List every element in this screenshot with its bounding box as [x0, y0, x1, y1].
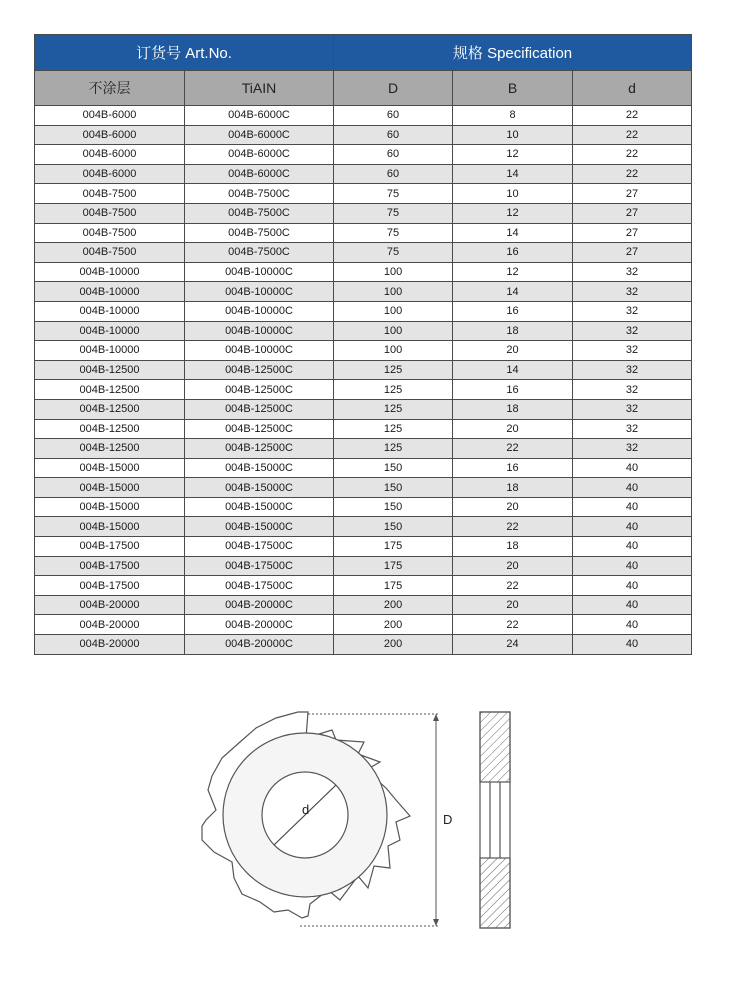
cell-tialn: 004B-7500C	[185, 243, 334, 263]
cell-uncoated: 004B-15000	[35, 478, 185, 498]
cell-d: 27	[573, 243, 692, 263]
table-row	[35, 399, 692, 419]
cell-uncoated: 004B-15000	[35, 458, 185, 478]
cell-B: 22	[453, 615, 573, 635]
cell-d: 22	[573, 164, 692, 184]
col-B-header: B	[453, 71, 573, 106]
col-D-header: D	[334, 71, 453, 106]
cell-D: 100	[334, 301, 453, 321]
cell-d: 40	[573, 595, 692, 615]
col-d-header: d	[573, 71, 692, 106]
cutter-side-view	[480, 712, 510, 928]
cell-D: 125	[334, 380, 453, 400]
cell-uncoated: 004B-12500	[35, 439, 185, 459]
cell-D: 200	[334, 595, 453, 615]
cell-d: 22	[573, 145, 692, 165]
cell-d: 32	[573, 360, 692, 380]
cell-tialn: 004B-10000C	[185, 321, 334, 341]
cell-D: 125	[334, 419, 453, 439]
cell-B: 12	[453, 145, 573, 165]
cell-tialn: 004B-7500C	[185, 184, 334, 204]
cell-d: 22	[573, 106, 692, 126]
cell-D: 200	[334, 615, 453, 635]
cell-B: 20	[453, 595, 573, 615]
cell-uncoated: 004B-12500	[35, 399, 185, 419]
cell-uncoated: 004B-12500	[35, 419, 185, 439]
cell-uncoated: 004B-17500	[35, 537, 185, 557]
table-row	[35, 243, 692, 263]
cell-B: 14	[453, 223, 573, 243]
cell-D: 150	[334, 517, 453, 537]
cell-D: 125	[334, 360, 453, 380]
cell-d: 40	[573, 635, 692, 655]
cell-tialn: 004B-6000C	[185, 164, 334, 184]
cell-uncoated: 004B-17500	[35, 576, 185, 596]
cell-uncoated: 004B-10000	[35, 341, 185, 361]
cell-tialn: 004B-6000C	[185, 106, 334, 126]
cell-D: 175	[334, 556, 453, 576]
cell-d: 27	[573, 203, 692, 223]
cell-B: 14	[453, 360, 573, 380]
cell-uncoated: 004B-12500	[35, 360, 185, 380]
cell-D: 60	[334, 125, 453, 145]
cell-D: 200	[334, 635, 453, 655]
cell-D: 100	[334, 282, 453, 302]
table-row	[35, 497, 692, 517]
cell-tialn: 004B-12500C	[185, 439, 334, 459]
cell-d: 27	[573, 223, 692, 243]
cell-uncoated: 004B-20000	[35, 615, 185, 635]
cell-D: 175	[334, 576, 453, 596]
cell-tialn: 004B-7500C	[185, 203, 334, 223]
table-row	[35, 576, 692, 596]
table-row	[35, 458, 692, 478]
cell-uncoated: 004B-10000	[35, 262, 185, 282]
table-row	[35, 478, 692, 498]
cell-D: 175	[334, 537, 453, 557]
cell-tialn: 004B-7500C	[185, 223, 334, 243]
cell-D: 150	[334, 497, 453, 517]
cell-tialn: 004B-15000C	[185, 497, 334, 517]
cell-B: 16	[453, 301, 573, 321]
cell-tialn: 004B-10000C	[185, 341, 334, 361]
cell-d: 32	[573, 321, 692, 341]
cell-tialn: 004B-12500C	[185, 360, 334, 380]
cell-tialn: 004B-12500C	[185, 399, 334, 419]
cell-d: 32	[573, 301, 692, 321]
cell-d: 32	[573, 380, 692, 400]
cell-B: 22	[453, 576, 573, 596]
table-row	[35, 223, 692, 243]
cell-B: 18	[453, 478, 573, 498]
cell-D: 75	[334, 184, 453, 204]
cell-uncoated: 004B-10000	[35, 282, 185, 302]
table-row	[35, 556, 692, 576]
cell-B: 20	[453, 419, 573, 439]
cell-uncoated: 004B-20000	[35, 595, 185, 615]
cell-B: 22	[453, 439, 573, 459]
table-row	[35, 145, 692, 165]
cell-tialn: 004B-17500C	[185, 537, 334, 557]
table-row	[35, 125, 692, 145]
table-row	[35, 419, 692, 439]
cell-B: 24	[453, 635, 573, 655]
cell-D: 60	[334, 106, 453, 126]
cell-tialn: 004B-17500C	[185, 556, 334, 576]
cell-uncoated: 004B-10000	[35, 301, 185, 321]
cell-tialn: 004B-15000C	[185, 478, 334, 498]
cell-D: 150	[334, 458, 453, 478]
cell-d: 32	[573, 262, 692, 282]
table-row	[35, 439, 692, 459]
cell-tialn: 004B-20000C	[185, 615, 334, 635]
cell-D: 100	[334, 262, 453, 282]
cell-tialn: 004B-17500C	[185, 576, 334, 596]
cell-d: 40	[573, 576, 692, 596]
cell-B: 18	[453, 537, 573, 557]
cell-uncoated: 004B-7500	[35, 184, 185, 204]
cell-tialn: 004B-12500C	[185, 380, 334, 400]
table-row	[35, 106, 692, 126]
cell-tialn: 004B-15000C	[185, 517, 334, 537]
header-row-main	[35, 35, 692, 71]
cell-tialn: 004B-20000C	[185, 595, 334, 615]
cell-uncoated: 004B-6000	[35, 106, 185, 126]
table-row	[35, 635, 692, 655]
cell-uncoated: 004B-15000	[35, 517, 185, 537]
cell-uncoated: 004B-20000	[35, 635, 185, 655]
cell-D: 75	[334, 223, 453, 243]
cell-tialn: 004B-6000C	[185, 125, 334, 145]
cell-B: 20	[453, 556, 573, 576]
cell-d: 32	[573, 419, 692, 439]
cell-d: 40	[573, 478, 692, 498]
cell-B: 14	[453, 282, 573, 302]
spec-table	[34, 34, 692, 655]
specification-header: 规格 Specification	[334, 35, 692, 71]
table-row	[35, 282, 692, 302]
cell-uncoated: 004B-7500	[35, 223, 185, 243]
cell-D: 100	[334, 341, 453, 361]
cell-uncoated: 004B-6000	[35, 125, 185, 145]
cell-uncoated: 004B-15000	[35, 497, 185, 517]
cell-tialn: 004B-10000C	[185, 282, 334, 302]
cell-d: 40	[573, 537, 692, 557]
cell-uncoated: 004B-7500	[35, 243, 185, 263]
table-row	[35, 380, 692, 400]
table-row	[35, 301, 692, 321]
cell-D: 60	[334, 164, 453, 184]
spec-table-body	[35, 106, 692, 655]
cell-uncoated: 004B-6000	[35, 145, 185, 165]
cell-D: 60	[334, 145, 453, 165]
table-row	[35, 184, 692, 204]
cell-d: 40	[573, 497, 692, 517]
cell-D: 125	[334, 399, 453, 419]
cell-D: 75	[334, 203, 453, 223]
cell-d: 32	[573, 282, 692, 302]
cell-B: 14	[453, 164, 573, 184]
cell-d: 32	[573, 341, 692, 361]
cell-B: 16	[453, 380, 573, 400]
cutter-drawing	[190, 690, 530, 940]
cell-uncoated: 004B-6000	[35, 164, 185, 184]
col-uncoated-header: 不涂层	[35, 71, 185, 106]
cell-uncoated: 004B-17500	[35, 556, 185, 576]
table-row	[35, 321, 692, 341]
header-row-sub	[35, 71, 692, 106]
cell-D: 100	[334, 321, 453, 341]
cell-tialn: 004B-20000C	[185, 635, 334, 655]
cell-B: 8	[453, 106, 573, 126]
cell-D: 75	[334, 243, 453, 263]
diameter-D-label: D	[443, 812, 453, 827]
cell-tialn: 004B-10000C	[185, 301, 334, 321]
cell-D: 150	[334, 478, 453, 498]
cell-B: 20	[453, 497, 573, 517]
table-row	[35, 341, 692, 361]
cell-B: 18	[453, 321, 573, 341]
cell-tialn: 004B-12500C	[185, 419, 334, 439]
cell-B: 16	[453, 458, 573, 478]
cell-tialn: 004B-6000C	[185, 145, 334, 165]
cell-B: 12	[453, 262, 573, 282]
cell-B: 20	[453, 341, 573, 361]
table-row	[35, 517, 692, 537]
table-row	[35, 595, 692, 615]
cell-B: 16	[453, 243, 573, 263]
cell-B: 10	[453, 184, 573, 204]
cell-d: 40	[573, 458, 692, 478]
cell-d: 22	[573, 125, 692, 145]
table-row	[35, 164, 692, 184]
bore-d-label: d	[302, 802, 310, 817]
cell-d: 40	[573, 556, 692, 576]
table-row	[35, 360, 692, 380]
table-row	[35, 537, 692, 557]
cell-B: 10	[453, 125, 573, 145]
cell-uncoated: 004B-10000	[35, 321, 185, 341]
cell-uncoated: 004B-7500	[35, 203, 185, 223]
cell-d: 27	[573, 184, 692, 204]
cell-B: 18	[453, 399, 573, 419]
cell-B: 12	[453, 203, 573, 223]
cell-uncoated: 004B-12500	[35, 380, 185, 400]
cell-d: 40	[573, 517, 692, 537]
cell-d: 40	[573, 615, 692, 635]
table-row	[35, 203, 692, 223]
cell-tialn: 004B-15000C	[185, 458, 334, 478]
table-row	[35, 615, 692, 635]
cell-tialn: 004B-10000C	[185, 262, 334, 282]
cell-D: 125	[334, 439, 453, 459]
cell-B: 22	[453, 517, 573, 537]
cell-d: 32	[573, 399, 692, 419]
table-row	[35, 262, 692, 282]
cell-d: 32	[573, 439, 692, 459]
col-tialn-header: TiAIN	[185, 71, 334, 106]
art-no-header: 订货号 Art.No.	[35, 35, 334, 71]
